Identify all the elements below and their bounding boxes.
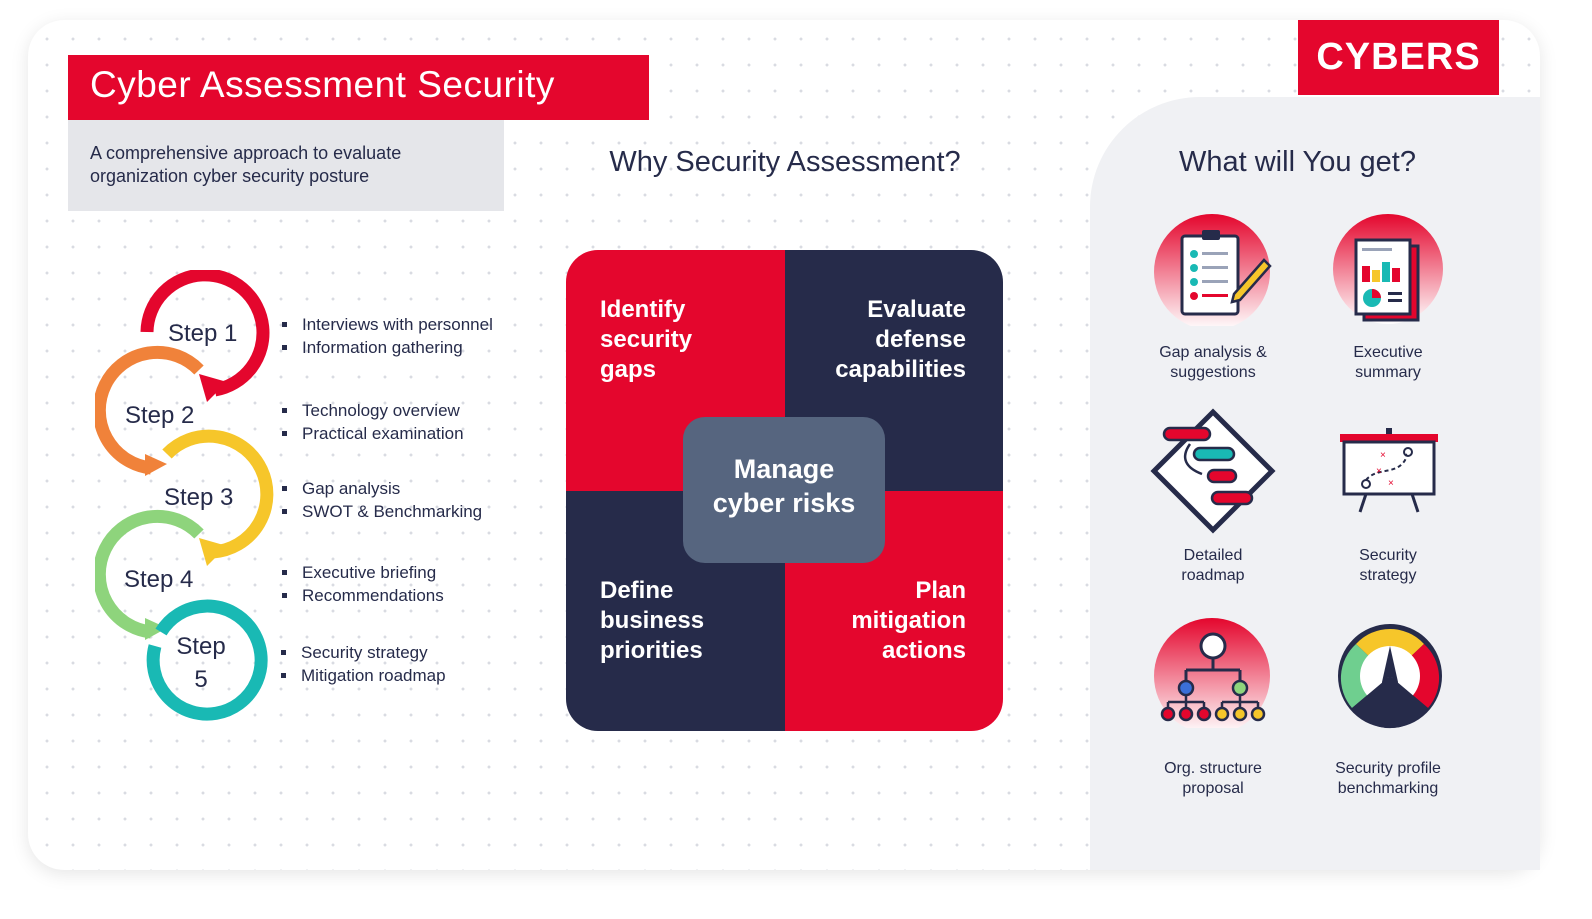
deliverable-line: roadmap: [1181, 567, 1245, 584]
gauge-icon: [1334, 620, 1446, 732]
quadrant-text-identify: [600, 295, 692, 385]
deliverable-line: Security: [1359, 547, 1417, 564]
brand-logo: CYBERS: [1298, 20, 1499, 95]
org-chart-icon: [1152, 618, 1276, 728]
quadrant-line: mitigation: [851, 607, 966, 634]
list-item: Mitigation roadmap: [281, 664, 446, 687]
deliverable-label: [1128, 343, 1298, 383]
deliverable-line: Gap analysis &: [1159, 344, 1267, 361]
step2-bullets: [282, 399, 464, 445]
deliverable-line: Executive: [1353, 344, 1423, 361]
step2-label: Step 2: [125, 402, 195, 429]
subtitle-box: [68, 120, 504, 211]
deliverable-line: proposal: [1182, 780, 1244, 797]
svg-text:×: ×: [1388, 478, 1394, 489]
subtitle-line: A comprehensive approach to evaluate: [90, 143, 402, 163]
list-item: Gap analysis: [282, 477, 482, 500]
step1-bullets: [282, 313, 493, 359]
step5-label: [170, 630, 232, 696]
quadrant-line: Plan: [915, 577, 966, 604]
deliverable-line: suggestions: [1170, 364, 1256, 381]
list-item: Interviews with personnel: [282, 313, 493, 336]
center-line: Manage: [733, 454, 835, 484]
svg-text:×: ×: [1380, 450, 1386, 461]
page-title: Cyber Assessment Security: [68, 55, 649, 120]
svg-text:×: ×: [1376, 466, 1382, 477]
deliverable-line: Org. structure: [1164, 760, 1262, 777]
step1-label: Step 1: [168, 320, 238, 347]
step4-bullets: [282, 561, 444, 607]
deliverable-line: Detailed: [1183, 547, 1243, 564]
quadrant-line: gaps: [600, 356, 657, 383]
deliverable-label: [1303, 343, 1473, 383]
list-item: Recommendations: [282, 584, 444, 607]
center-line: cyber risks: [712, 488, 856, 518]
quadrant-line: capabilities: [835, 356, 966, 383]
subtitle-line: organization cyber security posture: [90, 166, 370, 186]
deliverable-line: summary: [1355, 364, 1421, 381]
list-item: Practical examination: [282, 422, 464, 445]
deliverable-line: benchmarking: [1337, 780, 1439, 797]
deliverables-title: What will You get?: [1179, 146, 1416, 178]
quadrant-line: Evaluate: [867, 296, 966, 323]
deliverable-label: [1303, 546, 1473, 586]
deliverable-label: [1303, 759, 1473, 799]
quadrant-text-evaluate: [835, 295, 966, 385]
deliverable-label: [1128, 759, 1298, 799]
quadrant-line: priorities: [600, 637, 703, 664]
step5-label-line: Step: [176, 633, 226, 660]
strategy-board-icon: [1336, 428, 1442, 516]
step3-label: Step 3: [164, 484, 234, 511]
list-item: SWOT & Benchmarking: [282, 500, 482, 523]
deliverable-line: strategy: [1359, 567, 1417, 584]
step5-bullets: [281, 641, 446, 687]
clipboard-checklist-icon: [1152, 214, 1276, 326]
deliverable-line: Security profile: [1335, 760, 1441, 777]
center-manage-box: [683, 417, 885, 563]
why-section-title: Why Security Assessment?: [609, 146, 961, 178]
list-item: Information gathering: [282, 336, 493, 359]
quadrant-text-define: [600, 576, 704, 666]
step5-label-line: 5: [194, 666, 208, 693]
step4-label: Step 4: [124, 566, 194, 593]
step3-bullets: [282, 477, 482, 523]
list-item: Executive briefing: [282, 561, 444, 584]
report-chart-icon: [1332, 214, 1446, 326]
quadrant-line: business: [600, 607, 705, 634]
quadrant-line: Identify: [600, 296, 686, 323]
list-item: Technology overview: [282, 399, 464, 422]
quadrant-line: security: [600, 326, 693, 353]
quadrant-line: Define: [600, 577, 674, 604]
quadrant-line: defense: [875, 326, 966, 353]
step2-arrowhead: [145, 454, 167, 476]
roadmap-diamond-icon: [1150, 408, 1276, 534]
quadrant-line: actions: [881, 637, 966, 664]
deliverable-label: [1128, 546, 1298, 586]
list-item: Security strategy: [281, 641, 446, 664]
quadrant-text-plan: [851, 576, 966, 666]
